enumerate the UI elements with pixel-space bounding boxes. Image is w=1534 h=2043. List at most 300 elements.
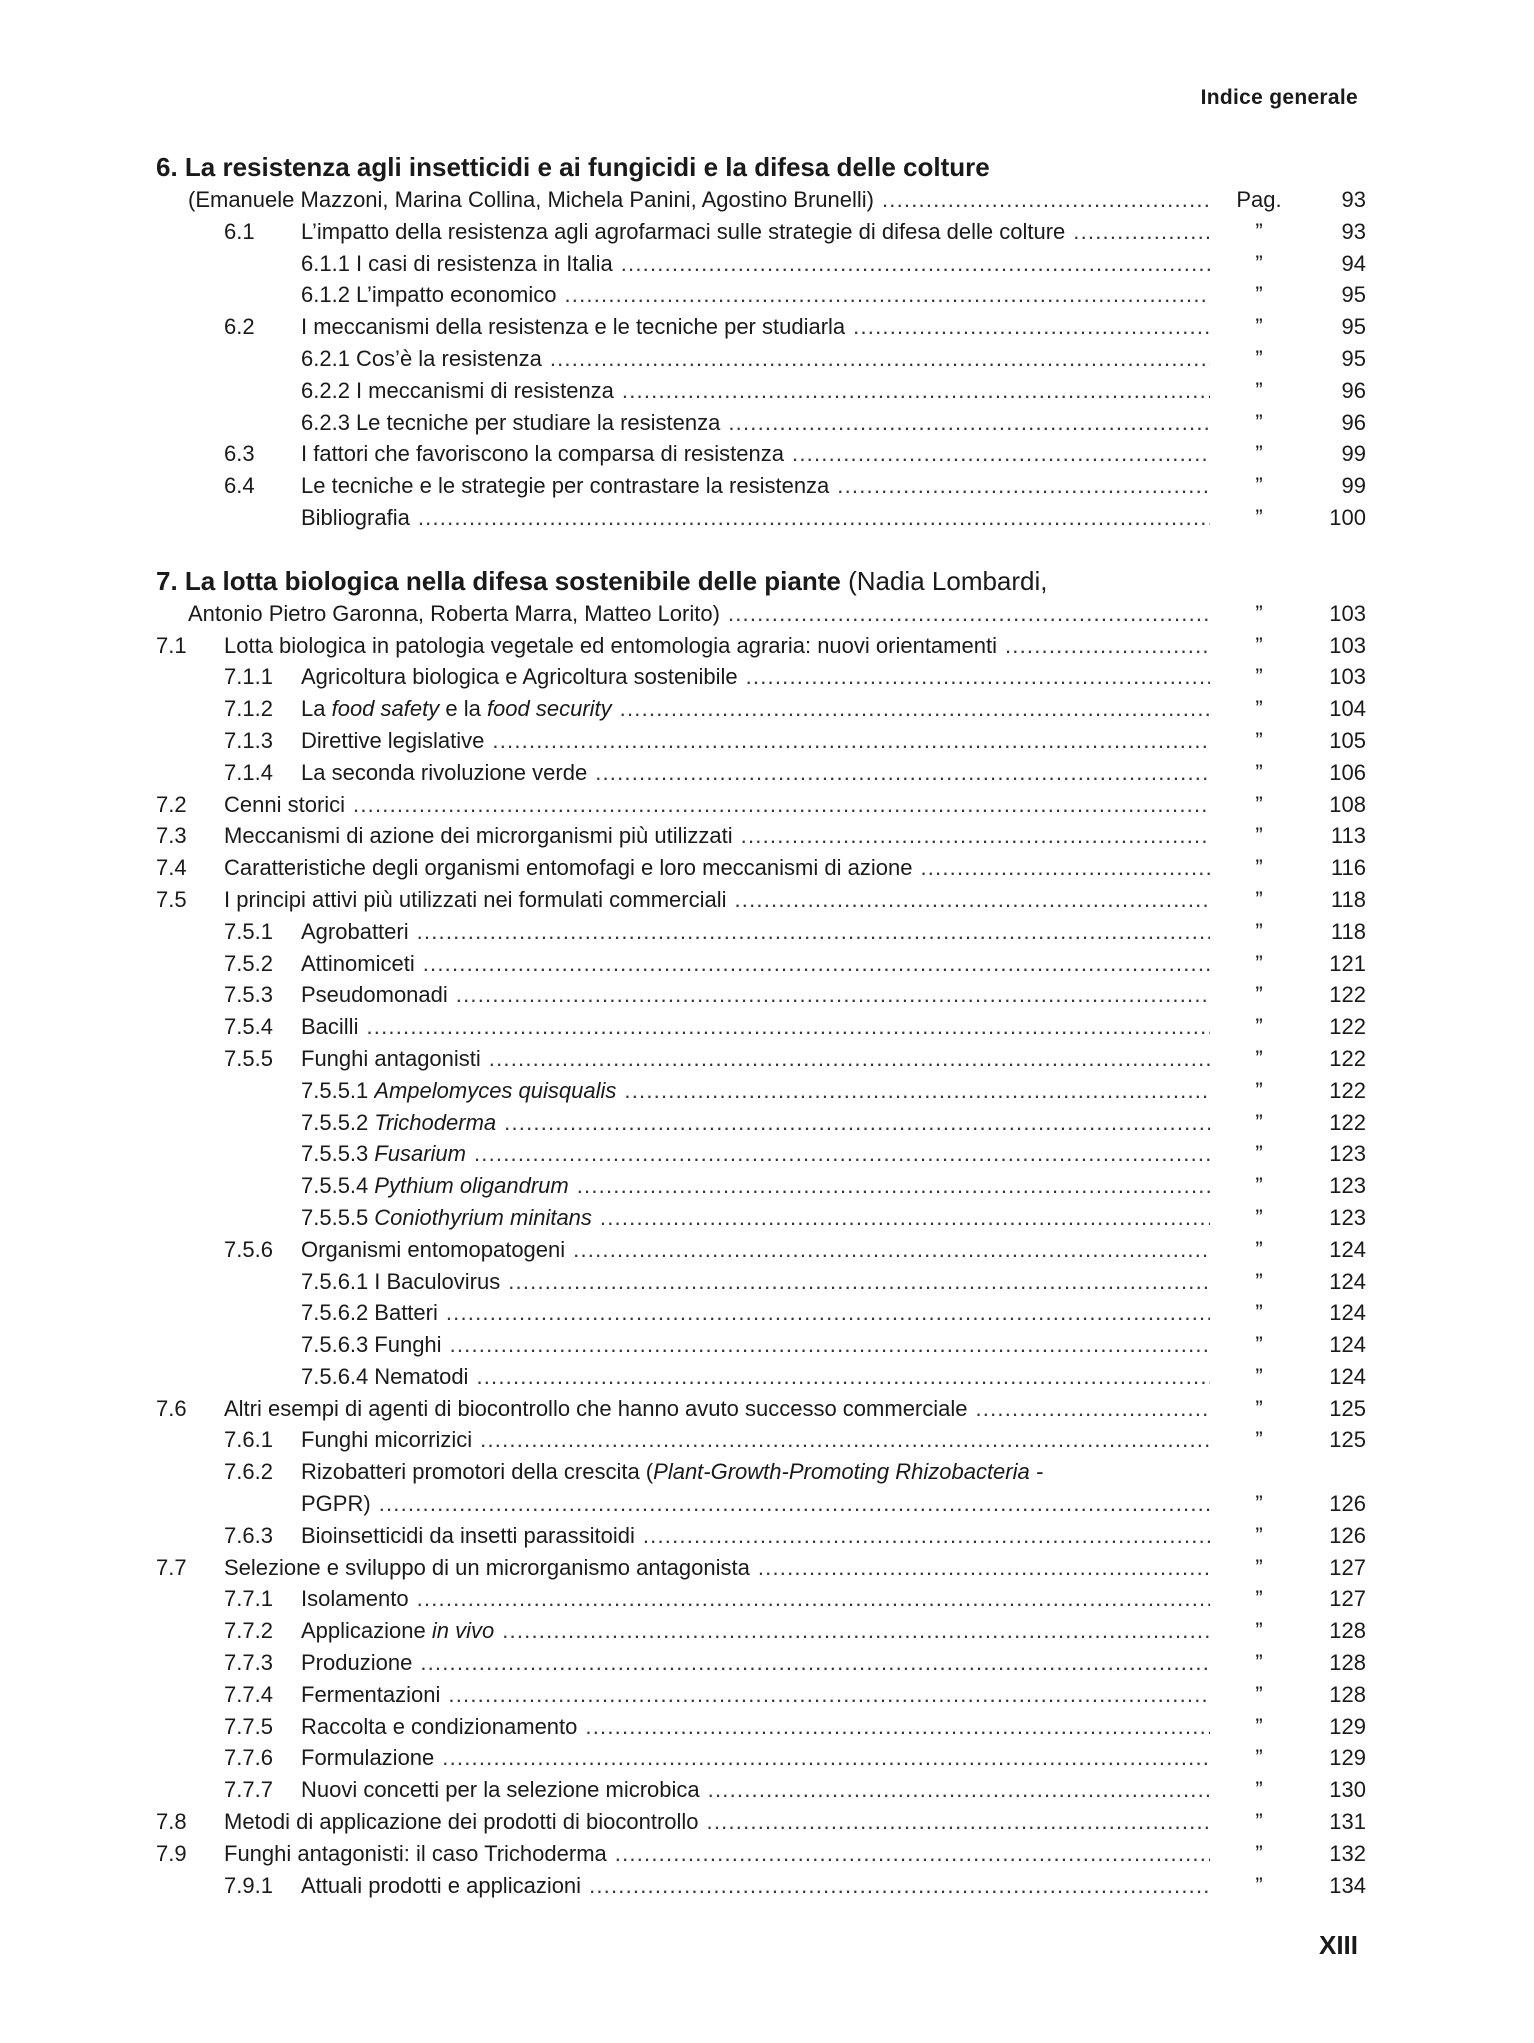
page-number: 95 (1341, 282, 1366, 308)
entry-title: Isolamento (301, 1586, 409, 1612)
ditto-mark: ” (1255, 345, 1263, 371)
entry-number: 7.5.5.5 (301, 1204, 369, 1230)
leader-dots (620, 693, 1210, 725)
page-number: 106 (1329, 759, 1366, 785)
page-number: 105 (1329, 727, 1366, 753)
toc-entry-7-5-6-3[interactable] (156, 1329, 1366, 1361)
entry-title: I casi di resistenza in Italia (355, 250, 613, 276)
page-number: 126 (1329, 1522, 1366, 1548)
ditto-mark: ” (1255, 1713, 1263, 1739)
ditto-mark: ” (1255, 1650, 1263, 1676)
entry-title: Agrobatteri (301, 918, 409, 944)
page-number: 104 (1329, 696, 1366, 722)
chapter-7-authors-b: Antonio Pietro Garonna, Roberta Marra, Matteo Lorito) (188, 600, 720, 626)
entry-number: 7.5.6.1 (301, 1268, 369, 1294)
toc-entry-7-7-4[interactable] (156, 1679, 1366, 1711)
toc-entry-7-6-3[interactable] (156, 1520, 1366, 1552)
leader-dots (622, 375, 1210, 407)
chapter-7-entries-b (156, 1234, 1366, 1457)
entry-title: Nematodi (374, 1363, 469, 1389)
ditto-mark: ” (1255, 950, 1263, 976)
ditto-mark: ” (1255, 1363, 1263, 1389)
leader-dots (417, 1583, 1210, 1615)
toc-entry-6-3[interactable] (156, 438, 1366, 470)
leader-dots (508, 1266, 1210, 1298)
entry-number: 7.5.6.3 (301, 1332, 369, 1358)
entry-number: 7.9 (156, 1840, 187, 1866)
ditto-mark: ” (1255, 1745, 1263, 1771)
ditto-mark: ” (1255, 1522, 1263, 1548)
leader-dots (837, 470, 1210, 502)
toc-entry-7-7-2[interactable] (156, 1615, 1366, 1647)
leader-dots (418, 502, 1210, 534)
toc-entry-7-6-1[interactable] (156, 1424, 1366, 1456)
leader-dots (585, 1711, 1210, 1743)
entry-title: Trichoderma (374, 1109, 497, 1135)
page-number: 129 (1329, 1713, 1366, 1739)
page-number: 124 (1329, 1300, 1366, 1326)
toc-entry-7-5-5-2[interactable] (156, 1107, 1366, 1139)
ditto-mark: ” (1255, 727, 1263, 753)
ditto-mark: ” (1255, 1014, 1263, 1040)
leader-dots (595, 757, 1210, 789)
entry-number: 7.6.2 (224, 1459, 273, 1485)
table-of-contents (156, 150, 1366, 1901)
entry-number: 7.4 (156, 855, 187, 881)
entry-title: Cos’è la resistenza (355, 345, 542, 371)
toc-entry-7-7-7[interactable] (156, 1774, 1366, 1806)
toc-entry-6-1-1[interactable] (156, 248, 1366, 280)
entry-title: La seconda rivoluzione verde (301, 759, 588, 785)
page-number: 121 (1329, 950, 1366, 976)
entry-number: 7.1.1 (224, 664, 273, 690)
entry-title: La food safety e la food security (301, 696, 612, 722)
leader-dots (577, 1170, 1210, 1202)
leader-dots (600, 1202, 1210, 1234)
ditto-mark: ” (1255, 1268, 1263, 1294)
entry-title: Ampelomyces quisqualis (374, 1077, 617, 1103)
ditto-mark: ” (1255, 1332, 1263, 1358)
ditto-mark: ” (1255, 1681, 1263, 1707)
page-number: 122 (1329, 982, 1366, 1008)
toc-entry-7-5-5-4[interactable] (156, 1170, 1366, 1202)
entry-number: 7.7.7 (224, 1777, 273, 1803)
ditto-mark: ” (1255, 1077, 1263, 1103)
ditto-mark: ” (1255, 1554, 1263, 1580)
ditto-mark: ” (1255, 1173, 1263, 1199)
toc-entry-7-5-2[interactable] (156, 948, 1366, 980)
leader-dots (379, 1488, 1210, 1520)
page-number: 123 (1329, 1173, 1366, 1199)
leader-dots (504, 1107, 1210, 1139)
page-number: 96 (1341, 409, 1366, 435)
page-number: 131 (1329, 1809, 1366, 1835)
page-number: 129 (1329, 1745, 1366, 1771)
chapter-7-italic-entries (156, 1075, 1366, 1234)
ditto-mark: ” (1255, 632, 1263, 658)
leader-dots (621, 248, 1210, 280)
chapter-6-entries (156, 216, 1366, 534)
leader-dots (474, 1138, 1210, 1170)
entry-title: I Baculovirus (374, 1268, 501, 1294)
chapter-7-entries-d (156, 1647, 1366, 1901)
page-number: 103 (1329, 632, 1366, 658)
toc-entry-7-4[interactable] (156, 852, 1366, 884)
toc-entry-7-5-4[interactable] (156, 1011, 1366, 1043)
ditto-mark: ” (1255, 1427, 1263, 1453)
entry-number: 7.1.4 (224, 759, 273, 785)
leader-dots (741, 820, 1210, 852)
entry-number: 7.7.5 (224, 1713, 273, 1739)
page-number: 103 (1329, 664, 1366, 690)
leader-dots (615, 1838, 1210, 1870)
ditto-mark: ” (1255, 1045, 1263, 1071)
toc-entry-7-5-3[interactable] (156, 979, 1366, 1011)
page-number: 93 (1341, 187, 1366, 212)
ditto-mark: ” (1255, 441, 1263, 467)
page-number: 95 (1341, 345, 1366, 371)
page-number: 128 (1329, 1618, 1366, 1644)
ditto-mark: ” (1255, 282, 1263, 308)
entry-title: Selezione e sviluppo di un microrganismo antagonista (224, 1554, 750, 1580)
entry-number: 6.1.1 (301, 250, 350, 276)
ditto-mark: ” (1255, 1840, 1263, 1866)
toc-entry-7-9[interactable] (156, 1838, 1366, 1870)
entry-number: 6.4 (224, 473, 255, 499)
leader-dots (882, 184, 1210, 216)
ditto-mark: ” (1255, 250, 1263, 276)
entry-title: Agricoltura biologica e Agricoltura sostenibile (301, 664, 738, 690)
entry-title: Lotta biologica in patologia vegetale ed entomologia agraria: nuovi orientamenti (224, 632, 997, 658)
entry-number: 7.5 (156, 886, 187, 912)
chapter-6-authors-row[interactable] (156, 184, 1366, 216)
ditto-mark: ” (1255, 218, 1263, 244)
leader-dots (502, 1615, 1210, 1647)
page-number: 96 (1341, 377, 1366, 403)
entry-title: Formulazione (301, 1745, 435, 1771)
entry-number: 7.7.2 (224, 1618, 273, 1644)
ditto-mark: ” (1255, 1109, 1263, 1135)
entry-number: 7.5.4 (224, 1014, 273, 1040)
ditto-mark: ” (1255, 664, 1263, 690)
entry-number: 7.5.3 (224, 982, 273, 1008)
leader-dots (550, 343, 1210, 375)
chapter-7-authors-row[interactable] (156, 598, 1366, 630)
entry-number: 7.7.4 (224, 1681, 273, 1707)
ditto-mark: ” (1255, 600, 1263, 626)
pag-label: Pag. (1236, 187, 1282, 212)
entry-number: 7.9.1 (224, 1872, 273, 1898)
entry-title: Cenni storici (224, 791, 346, 817)
toc-entry-7-1-3[interactable] (156, 725, 1366, 757)
leader-dots (708, 1774, 1210, 1806)
entry-title: Nuovi concetti per la selezione microbica (301, 1777, 700, 1803)
chapter-6-authors: (Emanuele Mazzoni, Marina Collina, Michela Panini, Agostino Brunelli) (188, 187, 874, 212)
running-head: Indice generale (1200, 86, 1358, 109)
leader-dots (758, 1552, 1210, 1584)
entry-number: 7.7 (156, 1554, 187, 1580)
toc-entry-7-8[interactable] (156, 1806, 1366, 1838)
entry-title: Fusarium (374, 1141, 466, 1167)
toc-entry-7-5-5-1[interactable] (156, 1075, 1366, 1107)
leader-dots (366, 1011, 1210, 1043)
entry-title: I principi attivi più utilizzati nei formulati commerciali (224, 886, 727, 912)
toc-entry-6-2-1[interactable] (156, 343, 1366, 375)
entry-title: Direttive legislative (301, 727, 485, 753)
toc-entry-6-2-2[interactable] (156, 375, 1366, 407)
toc-entry-7-7-5[interactable] (156, 1711, 1366, 1743)
entry-number: 7.7.6 (224, 1745, 273, 1771)
entry-number: 7.5.6 (224, 1236, 273, 1262)
page-number: 118 (1330, 918, 1366, 944)
page-number: 134 (1329, 1872, 1366, 1898)
page-number: 100 (1329, 504, 1366, 530)
toc-entry-bibliografia[interactable] (156, 502, 1366, 534)
entry-number: 7.5.2 (224, 950, 273, 976)
toc-entry-7-1-4[interactable] (156, 757, 1366, 789)
toc-entry-6-1-2[interactable] (156, 279, 1366, 311)
entry-number: 7.1.3 (224, 727, 273, 753)
ditto-mark: ” (1255, 982, 1263, 1008)
entry-title: Funghi micorrizici (301, 1427, 473, 1453)
toc-entry-7-5-6-1[interactable] (156, 1266, 1366, 1298)
chapter-7-entries-a (156, 725, 1366, 1075)
leader-dots (1005, 630, 1210, 662)
leader-dots (448, 1679, 1210, 1711)
page-number: 124 (1329, 1236, 1366, 1262)
toc-entry-7-6-2-line2[interactable] (156, 1488, 1366, 1520)
page-number: 103 (1329, 600, 1366, 626)
ditto-mark: ” (1255, 1586, 1263, 1612)
entry-number: 7.5.5.2 (301, 1109, 369, 1135)
entry-number: 7.5.5.4 (301, 1173, 369, 1199)
entry-title: I fattori che favoriscono la comparsa di resistenza (301, 441, 785, 467)
ditto-mark: ” (1255, 314, 1263, 340)
toc-entry-7-5-5-5[interactable] (156, 1202, 1366, 1234)
page-number: 123 (1329, 1141, 1366, 1167)
page-number: 128 (1329, 1681, 1366, 1707)
ditto-mark: ” (1255, 855, 1263, 881)
entry-title: Metodi di applicazione dei prodotti di biocontrollo (224, 1809, 699, 1835)
ditto-mark: ” (1255, 1872, 1263, 1898)
page-number: 123 (1329, 1204, 1366, 1230)
entry-number: 7.6.3 (224, 1522, 273, 1548)
toc-entry-7-5-6-2[interactable] (156, 1297, 1366, 1329)
leader-dots (492, 725, 1210, 757)
toc-entry-7-5-5[interactable] (156, 1043, 1366, 1075)
page-folio: XIII (1318, 1930, 1358, 1960)
entry-number: 6.1 (224, 218, 255, 244)
entry-title: Rizobatteri promotori della crescita (Plant-Growth-Promoting Rhizobacteria - (301, 1459, 1044, 1485)
entry-number: 7.7.1 (224, 1586, 273, 1612)
toc-entry-7-6-2-line1[interactable] (156, 1456, 1366, 1488)
leader-dots (420, 1647, 1210, 1679)
entry-title: Caratteristiche degli organismi entomofagi e loro meccanismi di azione (224, 855, 913, 881)
leader-dots (735, 884, 1211, 916)
ditto-mark: ” (1255, 1395, 1263, 1421)
toc-entry-7-5-5-3[interactable] (156, 1138, 1366, 1170)
ditto-mark: ” (1255, 473, 1263, 499)
toc-entry-7-3[interactable] (156, 820, 1366, 852)
toc-entry-7-7-3[interactable] (156, 1647, 1366, 1679)
entry-title: I meccanismi della resistenza e le tecniche per studiarla (301, 314, 846, 340)
entry-number: 7.3 (156, 823, 187, 849)
chapter-7-title: 7. La lotta biologica nella difesa sostenibile delle piante (156, 565, 841, 596)
toc-entry-7-5-6[interactable] (156, 1234, 1366, 1266)
entry-title: Altri esempi di agenti di biocontrollo che hanno avuto successo commerciale (224, 1395, 968, 1421)
leader-dots (624, 1075, 1210, 1107)
toc-entry-7-5[interactable] (156, 884, 1366, 916)
entry-title: Bibliografia (301, 504, 410, 530)
leader-dots (456, 979, 1210, 1011)
ditto-mark: ” (1255, 1491, 1263, 1517)
leader-dots (476, 1361, 1210, 1393)
ditto-mark: ” (1255, 696, 1263, 722)
ditto-mark: ” (1255, 1618, 1263, 1644)
entry-title: Funghi antagonisti: il caso Trichoderma (224, 1840, 607, 1866)
entry-title: I meccanismi di resistenza (355, 377, 614, 403)
entry-title: Le tecniche e le strategie per contrastare la resistenza (301, 473, 830, 499)
page-number: 116 (1330, 855, 1366, 881)
entry-number: 7.5.6.2 (301, 1300, 369, 1326)
entry-title: Fermentazioni (301, 1681, 441, 1707)
entry-number: 6.2.1 (301, 345, 350, 371)
leader-dots (423, 948, 1210, 980)
entry-title: Raccolta e condizionamento (301, 1713, 578, 1739)
chapter-6-title[interactable]: 6. La resistenza agli insetticidi e ai fungicidi e la difesa delle colture (156, 152, 990, 182)
leader-dots (1073, 216, 1210, 248)
entry-title: L’impatto economico (355, 282, 557, 308)
leader-dots (565, 279, 1211, 311)
page-number: 124 (1329, 1332, 1366, 1358)
entry-title: Funghi (374, 1332, 442, 1358)
entry-title: Attuali prodotti e applicazioni (301, 1872, 582, 1898)
ditto-mark: ” (1255, 1141, 1263, 1167)
leader-dots (853, 311, 1210, 343)
ditto-mark: ” (1255, 1777, 1263, 1803)
leader-dots (442, 1742, 1210, 1774)
page-number: 122 (1329, 1077, 1366, 1103)
entry-title: Attinomiceti (301, 950, 415, 976)
leader-dots (480, 1424, 1210, 1456)
toc-entry-7-9-1[interactable] (156, 1870, 1366, 1902)
leader-dots (976, 1393, 1211, 1425)
ditto-mark: ” (1255, 918, 1263, 944)
ditto-mark: ” (1255, 1236, 1263, 1262)
toc-entry-7-7-6[interactable] (156, 1742, 1366, 1774)
chapter-7-title-line[interactable] (156, 564, 1366, 598)
entry-number: 7.5.1 (224, 918, 273, 944)
leader-dots (728, 407, 1210, 439)
chapter-7-entries-c (156, 1520, 1366, 1615)
toc-entry-7-7[interactable] (156, 1552, 1366, 1584)
page-number: 94 (1341, 250, 1366, 276)
leader-dots (920, 852, 1210, 884)
entry-number: 6.2 (224, 314, 255, 340)
chapter-7-authors-a: (Nadia Lombardi, (848, 565, 1048, 596)
toc-entry-6-2-3[interactable] (156, 407, 1366, 439)
leader-dots (489, 1043, 1210, 1075)
toc-entry-6-4[interactable] (156, 470, 1366, 502)
leader-dots (707, 1806, 1210, 1838)
toc-entry-6-1[interactable] (156, 216, 1366, 248)
toc-entry-7-2[interactable] (156, 789, 1366, 821)
entry-title: Produzione (301, 1650, 413, 1676)
entry-number: 7.1 (156, 632, 187, 658)
page-number: 93 (1341, 218, 1366, 244)
ditto-mark: ” (1255, 759, 1263, 785)
leader-dots (728, 598, 1210, 630)
leader-dots (573, 1234, 1210, 1266)
page-number: 124 (1329, 1268, 1366, 1294)
ditto-mark: ” (1255, 1809, 1263, 1835)
toc-entry-7-7-1[interactable] (156, 1583, 1366, 1615)
ditto-mark: ” (1255, 504, 1263, 530)
page-number: 122 (1329, 1045, 1366, 1071)
toc-entry-7-1-2[interactable] (156, 693, 1366, 725)
page-number: 118 (1330, 886, 1366, 912)
entry-number: 6.1.2 (301, 282, 350, 308)
entry-number: 7.5.5.3 (301, 1141, 369, 1167)
entry-number: 7.5.6.4 (301, 1363, 369, 1389)
page-number: 125 (1329, 1427, 1366, 1453)
entry-number: 6.3 (224, 441, 255, 467)
entry-title: L’impatto della resistenza agli agrofarmaci sulle strategie di difesa delle colture (301, 218, 1066, 244)
leader-dots (792, 438, 1210, 470)
entry-title: Organismi entomopatogeni (301, 1236, 566, 1262)
entry-title-continued: PGPR) (301, 1491, 371, 1517)
entry-number: 6.2.3 (301, 409, 350, 435)
leader-dots (446, 1297, 1210, 1329)
leader-dots (417, 916, 1210, 948)
entry-number: 7.2 (156, 791, 187, 817)
leader-dots (353, 789, 1210, 821)
toc-entry-6-2[interactable] (156, 311, 1366, 343)
entry-number: 7.1.2 (224, 696, 273, 722)
entry-number (224, 502, 301, 534)
page-number: 127 (1329, 1586, 1366, 1612)
toc-entry-7-1[interactable] (156, 630, 1366, 662)
entry-number: 7.5.5.1 (301, 1077, 369, 1103)
toc-entry-7-1-1[interactable] (156, 661, 1366, 693)
ditto-mark: ” (1255, 1300, 1263, 1326)
toc-entry-7-6[interactable] (156, 1393, 1366, 1425)
entry-number: 6.2.2 (301, 377, 350, 403)
page-number: 113 (1330, 823, 1366, 849)
entry-title: Pythium oligandrum (374, 1173, 569, 1199)
page-number: 126 (1329, 1491, 1366, 1517)
ditto-mark: ” (1255, 791, 1263, 817)
toc-entry-7-5-1[interactable] (156, 916, 1366, 948)
page-number: 130 (1329, 1777, 1366, 1803)
page-number: 95 (1341, 314, 1366, 340)
ditto-mark: ” (1255, 409, 1263, 435)
page-number: 128 (1329, 1650, 1366, 1676)
toc-entry-7-5-6-4[interactable] (156, 1361, 1366, 1393)
entry-title: Bacilli (301, 1014, 359, 1040)
entry-number: 7.8 (156, 1809, 187, 1835)
page-number: 122 (1329, 1109, 1366, 1135)
page-number: 108 (1329, 791, 1366, 817)
entry-title: Applicazione in vivo (301, 1618, 495, 1644)
entry-title: Bioinsetticidi da insetti parassitoidi (301, 1522, 635, 1548)
entry-title: Le tecniche per studiare la resistenza (355, 409, 721, 435)
ditto-mark: ” (1255, 1204, 1263, 1230)
page-number: 132 (1329, 1840, 1366, 1866)
entry-title: Pseudomonadi (301, 982, 448, 1008)
ditto-mark: ” (1255, 886, 1263, 912)
leader-dots (450, 1329, 1210, 1361)
